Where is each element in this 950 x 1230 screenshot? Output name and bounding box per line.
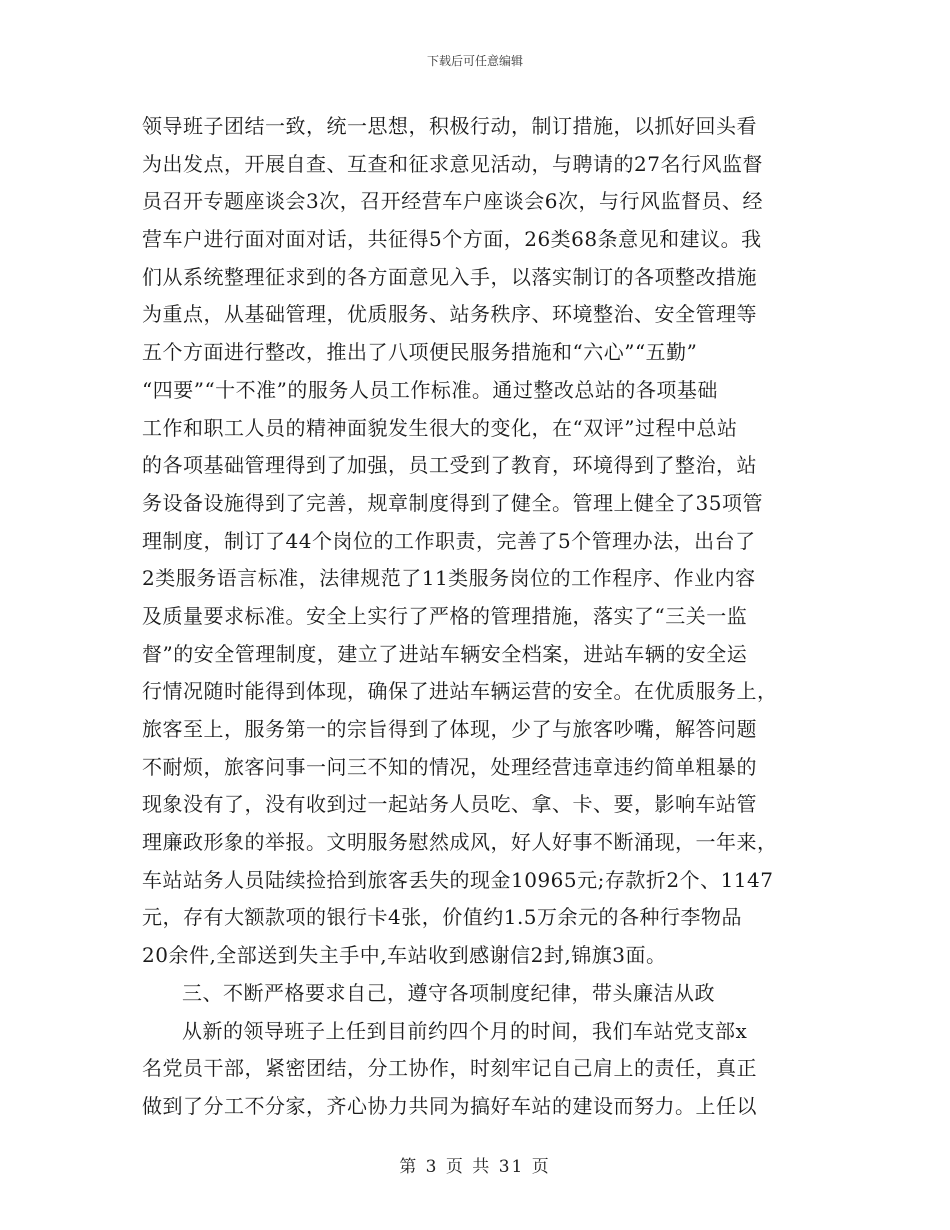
section-heading: 三、不断严格要求自己，遵守各项制度纪律，带头廉洁从政 [182, 980, 715, 1005]
page-number: 第 3 页 共 31 页 [399, 1157, 551, 1177]
body-line: 理制度，制订了44个岗位的工作职责，完善了5个管理办法，出台了 [142, 528, 756, 553]
body-line: 20余件,全部送到失主手中,车站收到感谢信2封,锦旗3面。 [142, 943, 667, 968]
body-line: 不耐烦，旅客问事一问三不知的情况，处理经营违章违约简单粗暴的 [142, 754, 757, 779]
body-line: 做到了分工不分家，齐心协力共同为搞好车站的建设而努力。上任以 [142, 1093, 757, 1118]
body-line: 行情况随时能得到体现，确保了进站车辆运营的安全。在优质服务上， [142, 679, 778, 704]
body-line: 及质量要求标准。安全上实行了严格的管理措施，落实了“三关一监 [142, 603, 748, 628]
body-line: 现象没有了，没有收到过一起站务人员吃、拿、卡、要，影响车站管 [142, 792, 757, 817]
page-header: 下载后可任意编辑 [426, 54, 523, 68]
body-line: 从新的领导班子上任到目前约四个月的时间，我们车站党支部x [182, 1018, 748, 1043]
body-line: “四要”“十不准”的服务人员工作标准。通过整改总站的各项基础 [142, 377, 718, 402]
body-line: 2类服务语言标准，法律规范了11类服务岗位的工作程序、作业内容 [142, 566, 756, 591]
body-line: 营车户进行面对面对话，共征得5个方面，26类68条意见和建议。我 [142, 227, 762, 252]
body-line: 领导班子团结一致，统一思想，积极行动，制订措施，以抓好回头看 [142, 114, 757, 138]
body-line: 工作和职工人员的精神面貌发生很大的变化，在“双评”过程中总站 [142, 415, 738, 440]
body-line: 五个方面进行整改，推出了八项便民服务措施和“六心”“五勤” [142, 340, 698, 365]
document-body [142, 108, 822, 1126]
body-line: 督”的安全管理制度，建立了进站车辆安全档案，进站车辆的安全运 [142, 641, 748, 666]
body-line: 元，存有大额款项的银行卡4张，价值约1.5万余元的各种行李物品 [142, 905, 743, 930]
body-line: 理廉政形象的举报。文明服务慰然成风，好人好事不断涌现，一年来， [142, 830, 778, 855]
body-line: 的各项基础管理得到了加强，员工受到了教育，环境得到了整治，站 [142, 453, 757, 478]
body-line: 务设备设施得到了完善，规章制度得到了健全。管理上健全了35项管 [142, 490, 763, 515]
body-line: 们从系统整理征求到的各方面意见入手，以落实制订的各项整改措施 [142, 264, 757, 289]
body-line: 旅客至上，服务第一的宗旨得到了体现，少了与旅客吵嘴，解答问题 [142, 717, 757, 741]
body-line: 名党员干部，紧密团结，分工协作，时刻牢记自己肩上的责任，真正 [142, 1056, 757, 1081]
body-line: 为重点，从基础管理，优质服务、站务秩序、环境整治、安全管理等 [142, 302, 757, 327]
body-line: 员召开专题座谈会3次，召开经营车户座谈会6次，与行风监督员、经 [142, 189, 763, 214]
body-line: 车站站务人员陆续捡拾到旅客丢失的现金10965元;存款折2个、1147 [142, 867, 774, 892]
body-line: 为出发点，开展自查、互查和征求意见活动，与聘请的27名行风监督 [142, 151, 763, 176]
